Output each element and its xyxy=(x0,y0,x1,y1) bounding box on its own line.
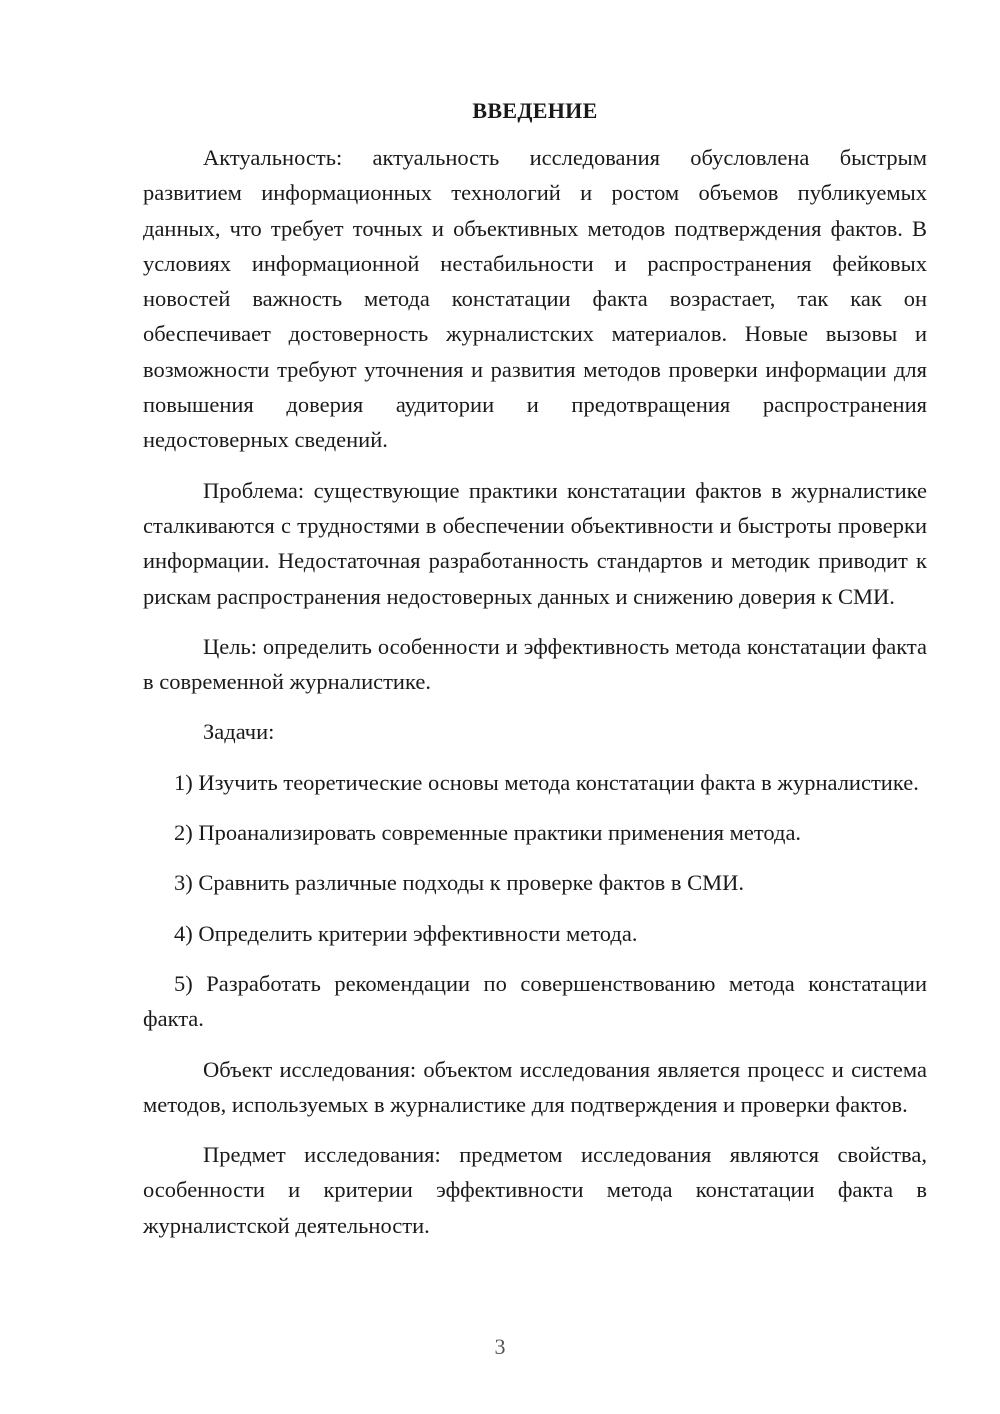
task-item-3: 3) Сравнить различные подходы к проверке фактов в СМИ. xyxy=(174,870,744,896)
tasks-label: Задачи: xyxy=(203,719,275,745)
task-item-4: 4) Определить критерии эффективности метода. xyxy=(174,920,638,946)
subject-paragraph: Предмет исследования: предметом исследования являются свойства, особенности и критерии эффективности метода констатации факта в журналистской деятельности. xyxy=(143,1142,927,1238)
goal-paragraph: Цель: определить особенности и эффективность метода констатации факта в современной журналистике. xyxy=(143,633,927,695)
page-number: 3 xyxy=(494,1334,506,1359)
problem-paragraph: Проблема: существующие практики констатации фактов в журналистике сталкиваются с трудностями в обеспечении объективности и быстроты проверки информации. Недостаточная разработанность стандартов и методик приводит к рискам распространения недостоверных данных и снижению доверия к СМИ. xyxy=(143,477,927,609)
task-item-1: 1) Изучить теоретические основы метода констатации факта в журналистике. xyxy=(174,769,919,795)
task-item-2: 2) Проанализировать современные практики применения метода. xyxy=(174,820,802,846)
document-page xyxy=(143,96,927,1258)
object-paragraph: Объект исследования: объектом исследования является процесс и система методов, используемых в журналистике для подтверждения и проверки фактов. xyxy=(143,1056,927,1117)
task-item-5: 5) Разработать рекомендации по совершенствованию метода констатации факта. xyxy=(143,970,927,1032)
relevance-paragraph: Актуальность: актуальность исследования обусловлена быстрым развитием информационных технологий и ростом объемов публикуемых данных, что требует точных и объективных методов подтверждения фактов. В условиях информационной нестабильности и распространения фейковых новостей важность метода констатации факта возрастает, так как он обеспечивает достоверность журналистских материалов. Новые вызовы и возможности требуют уточнения и развития методов проверки информации для повышения доверия аудитории и предотвращения распространения недостоверных сведений. xyxy=(143,145,927,453)
page-title: ВВЕДЕНИЕ xyxy=(472,98,598,123)
